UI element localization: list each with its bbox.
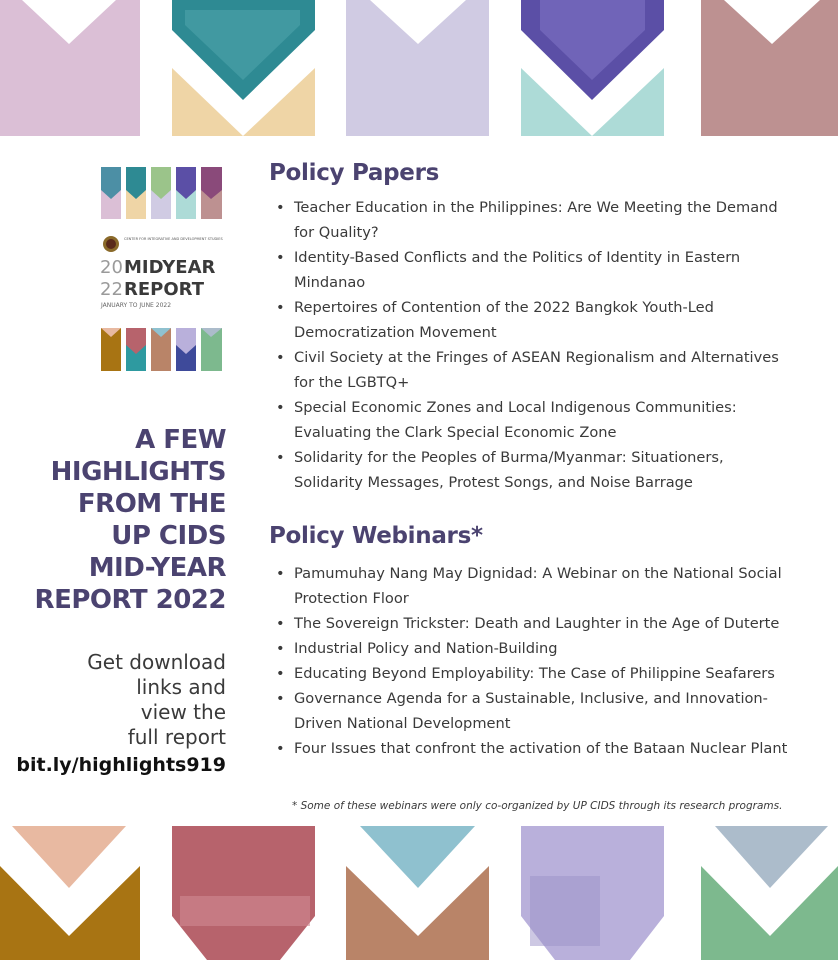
webinars-footnote: * Some of these webinars were only co-organized by UP CIDS through its research programs. bbox=[292, 800, 783, 812]
highlights-heading bbox=[6, 424, 226, 616]
cover-period: JANUARY TO JUNE 2022 bbox=[101, 302, 172, 309]
list-item: • Repertoires of Contention of the 2022 Bangkok Youth-Led Democratization Movement bbox=[294, 295, 794, 345]
list-item: • Teacher Education in the Philippines: Are We Meeting the Demand for Quality? bbox=[294, 195, 794, 245]
heading-line: HIGHLIGHTS bbox=[50, 457, 226, 487]
cta-line: links and bbox=[136, 675, 226, 699]
list-item: • Solidarity for the Peoples of Burma/Myanmar: Situationers, Solidarity Messages, Protest Songs, and Noise Barrage bbox=[294, 445, 794, 495]
list-item: • Special Economic Zones and Local Indigenous Communities: Evaluating the Clark Special Economic Zone bbox=[294, 395, 794, 445]
download-call-to-action bbox=[6, 650, 226, 750]
heading-line: REPORT 2022 bbox=[34, 585, 226, 615]
bottom-decorative-band bbox=[0, 826, 838, 960]
policy-papers-list bbox=[270, 195, 794, 495]
heading-line: MID-YEAR bbox=[88, 553, 226, 583]
cta-line: view the bbox=[140, 700, 226, 724]
list-item: • Civil Society at the Fringes of ASEAN Regionalism and Alternatives for the LGBTQ+ bbox=[294, 345, 794, 395]
bottom-chevron-pattern bbox=[0, 826, 838, 960]
heading-line: FROM THE bbox=[77, 489, 226, 519]
heading-line: A FEW bbox=[135, 425, 226, 455]
top-chevron-pattern bbox=[0, 0, 838, 136]
list-item: • Industrial Policy and Nation-Building bbox=[294, 636, 794, 661]
cover-title-bottom: REPORT bbox=[124, 279, 204, 300]
heading-line: UP CIDS bbox=[111, 521, 226, 551]
cover-top-chevrons bbox=[101, 167, 222, 219]
list-item: • Pamumuhay Nang May Dignidad: A Webinar on the National Social Protection Floor bbox=[294, 561, 794, 611]
cover-year-bottom: 22 bbox=[100, 279, 123, 300]
list-item: • Identity-Based Conflicts and the Politics of Identity in Eastern Mindanao bbox=[294, 245, 794, 295]
policy-webinars-list bbox=[270, 561, 794, 761]
policy-webinars-heading: Policy Webinars* bbox=[269, 523, 483, 549]
cover-year-top: 20 bbox=[100, 257, 123, 278]
cta-line: full report bbox=[127, 725, 226, 749]
top-decorative-band bbox=[0, 0, 838, 136]
list-item: • Four Issues that confront the activation of the Bataan Nuclear Plant bbox=[294, 736, 794, 761]
cover-bottom-chevrons bbox=[101, 328, 222, 371]
policy-papers-heading: Policy Papers bbox=[269, 160, 440, 186]
list-item: • Educating Beyond Employability: The Case of Philippine Seafarers bbox=[294, 661, 794, 686]
list-item: • The Sovereign Trickster: Death and Laughter in the Age of Duterte bbox=[294, 611, 794, 636]
report-link[interactable]: bit.ly/highlights919 bbox=[16, 754, 226, 776]
svg-text:CENTER FOR INTEGRATIVE AND DEV: CENTER FOR INTEGRATIVE AND DEVELOPMENT STUDIES bbox=[124, 237, 223, 241]
report-cover-thumbnail bbox=[100, 165, 224, 377]
cover-title-top: MIDYEAR bbox=[124, 257, 216, 278]
cta-line: Get download bbox=[87, 650, 226, 674]
list-item: • Governance Agenda for a Sustainable, Inclusive, and Innovation-Driven National Development bbox=[294, 686, 794, 736]
report-cover-graphic bbox=[100, 165, 224, 377]
